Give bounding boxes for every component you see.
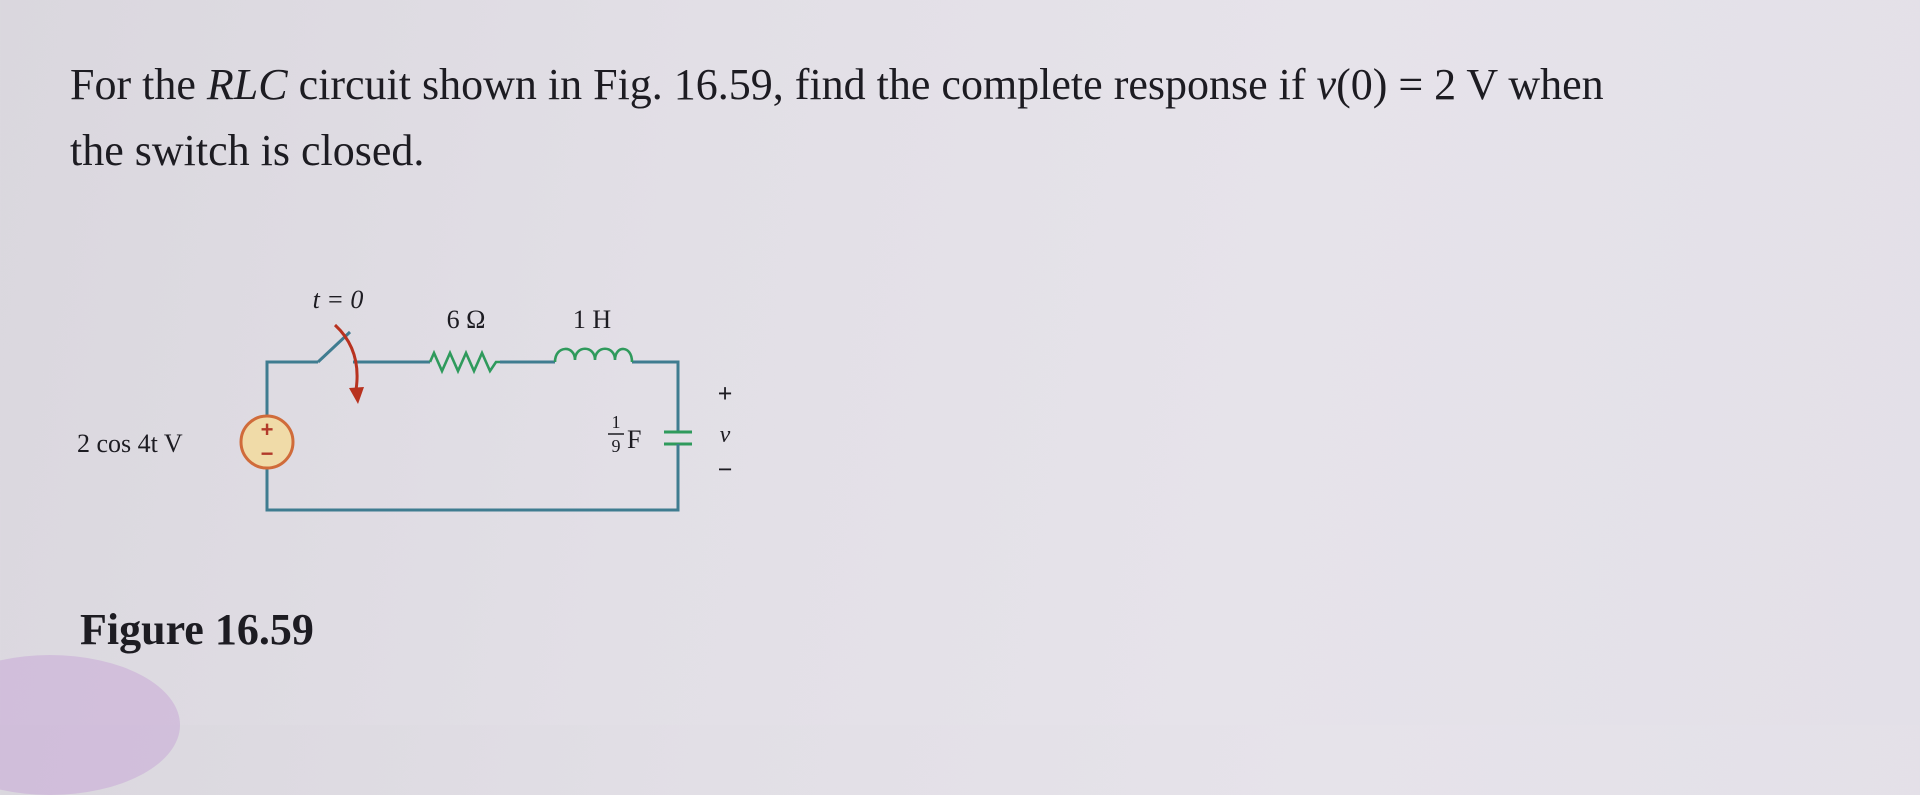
source-minus: − xyxy=(260,441,274,466)
capacitor xyxy=(664,432,692,444)
circuit-type-label: RLC xyxy=(206,60,288,109)
switch-label: t = 0 xyxy=(312,285,364,314)
v-minus: − xyxy=(717,455,733,484)
circuit-labels xyxy=(77,285,732,484)
condition-variable: v xyxy=(1316,60,1337,109)
source-label: 2 cos 4t V xyxy=(77,429,183,458)
problem-text-line2: the switch is closed. xyxy=(70,126,425,175)
v-plus: + xyxy=(717,379,733,408)
problem-text-before: For the xyxy=(70,60,207,109)
source-plus: + xyxy=(260,417,274,442)
problem-text-middle: circuit shown in Fig. 16.59, find the complete response if xyxy=(287,60,1317,109)
voltage-source xyxy=(241,416,293,468)
figure-label: Figure 16.59 xyxy=(80,605,314,654)
resistor xyxy=(430,353,500,371)
resistor-label: 6 Ω xyxy=(446,305,486,334)
condition-value: (0) = 2 V when xyxy=(1336,60,1604,109)
inductor xyxy=(555,349,632,362)
capacitor-numerator: 1 xyxy=(611,412,621,432)
v-label: v xyxy=(719,422,731,448)
inductor-label: 1 H xyxy=(572,305,612,334)
wire-right-upper xyxy=(632,362,678,432)
capacitor-denominator: 9 xyxy=(611,436,621,456)
capacitor-unit: F xyxy=(627,425,642,454)
switch xyxy=(318,325,364,404)
switch-arrow-head xyxy=(349,387,364,404)
wire-left-upper xyxy=(267,362,318,416)
wire-bottom xyxy=(267,455,678,510)
